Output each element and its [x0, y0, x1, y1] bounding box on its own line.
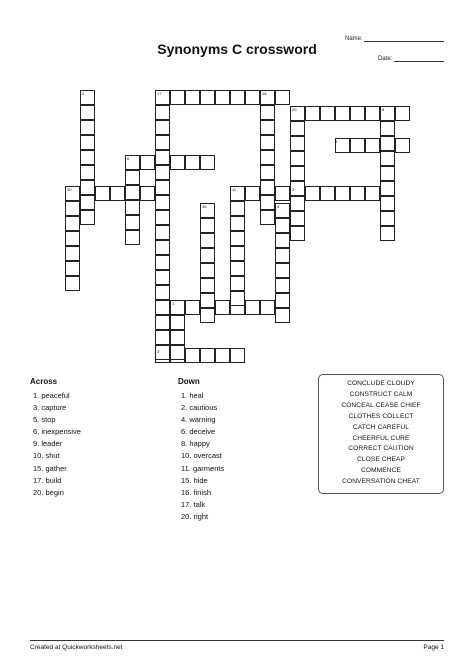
- crossword-cell[interactable]: [260, 105, 275, 120]
- crossword-cell[interactable]: [260, 195, 275, 210]
- down-clue: 15. hide: [181, 475, 208, 485]
- crossword-cell[interactable]: [380, 181, 395, 196]
- down-clue: 17. talk: [181, 499, 206, 509]
- clue-number-8: 8: [382, 107, 385, 112]
- crossword-cell[interactable]: [65, 216, 80, 231]
- word-bank-line: CONCLUDE CLOUDY: [347, 380, 415, 387]
- crossword-cell[interactable]: [155, 285, 170, 300]
- down-clue: 2. cautious: [181, 403, 218, 413]
- word-bank-line: CHEERFUL CURE: [352, 434, 410, 442]
- crossword-cell[interactable]: [155, 150, 170, 165]
- crossword-cell[interactable]: [185, 300, 200, 315]
- crossword-cell[interactable]: [380, 166, 395, 181]
- crossword-cell[interactable]: [275, 263, 290, 278]
- down-clue: 16. finish: [181, 487, 212, 497]
- word-bank-line: CATCH CAREFUL: [352, 423, 410, 431]
- crossword-cell[interactable]: [155, 210, 170, 225]
- crossword-cell[interactable]: [335, 106, 350, 121]
- crossword-cell[interactable]: [155, 195, 170, 210]
- crossword-cell[interactable]: [140, 155, 155, 170]
- footer-credit: Created at Quickworksheets.net: [30, 644, 123, 651]
- crossword-cell[interactable]: [80, 210, 95, 225]
- crossword-cell[interactable]: [380, 211, 395, 226]
- crossword-cell[interactable]: [245, 300, 260, 315]
- crossword-cell[interactable]: [200, 263, 215, 278]
- word-bank-line: CONVERSATION CHEAT: [342, 478, 420, 486]
- clue-number-2: 2: [82, 91, 85, 96]
- crossword-cell[interactable]: [155, 165, 170, 180]
- crossword-cell[interactable]: [155, 300, 170, 315]
- crossword-cell[interactable]: [230, 291, 245, 306]
- word-bank-line: CONCEAL CEASE CHIEF: [341, 401, 421, 409]
- crossword-cell[interactable]: [320, 186, 335, 201]
- crossword-cell[interactable]: [290, 166, 305, 181]
- crossword-cell[interactable]: [290, 136, 305, 151]
- crossword-cell[interactable]: [365, 186, 380, 201]
- crossword-cell[interactable]: [125, 230, 140, 245]
- crossword-cell[interactable]: [125, 170, 140, 185]
- crossword-cell[interactable]: [155, 270, 170, 285]
- crossword-cell[interactable]: [380, 121, 395, 136]
- crossword-cell[interactable]: [155, 120, 170, 135]
- date-label: Date:: [378, 56, 393, 62]
- crossword-cell[interactable]: [125, 215, 140, 230]
- crossword-cell[interactable]: [395, 138, 410, 153]
- down-clue: 10. overcast: [181, 451, 222, 461]
- clue-number-10: 10: [67, 187, 72, 192]
- crossword-cell[interactable]: [260, 135, 275, 150]
- across-clue: 20. begin: [33, 487, 64, 497]
- crossword-cell[interactable]: [65, 231, 80, 246]
- crossword-cell[interactable]: [185, 348, 200, 363]
- crossword-cell[interactable]: [200, 278, 215, 293]
- crossword-cell[interactable]: [65, 276, 80, 291]
- crossword-cell[interactable]: [80, 180, 95, 195]
- crossword-cell[interactable]: [335, 186, 350, 201]
- crossword-cell[interactable]: [110, 186, 125, 201]
- across-clue: 6. inexpensive: [33, 427, 81, 437]
- crossword-cell[interactable]: [380, 226, 395, 241]
- crossword-cell[interactable]: [155, 315, 170, 330]
- crossword-cell[interactable]: [290, 151, 305, 166]
- crossword-cell[interactable]: [155, 330, 170, 345]
- crossword-cell[interactable]: [200, 155, 215, 170]
- crossword-cell[interactable]: [380, 136, 395, 151]
- clue-number-11: 11: [232, 187, 237, 192]
- crossword-cell[interactable]: [290, 121, 305, 136]
- clue-number-18: 18: [262, 91, 267, 96]
- across-clue: 15. gather: [33, 463, 67, 473]
- crossword-cell[interactable]: [95, 186, 110, 201]
- page-title: Synonyms C crossword: [157, 41, 317, 57]
- crossword-cell[interactable]: [155, 105, 170, 120]
- crossword-cell[interactable]: [155, 240, 170, 255]
- crossword-cell[interactable]: [275, 186, 290, 201]
- crossword-cell[interactable]: [80, 150, 95, 165]
- crossword-cell[interactable]: [335, 138, 350, 153]
- crossword-cell[interactable]: [290, 196, 305, 211]
- crossword-cell[interactable]: [275, 248, 290, 263]
- word-bank-line: CONSTRUCT CALM: [349, 390, 413, 398]
- crossword-cell[interactable]: [365, 106, 380, 121]
- clue-number-17: 17: [157, 91, 162, 96]
- crossword-cell[interactable]: [200, 348, 215, 363]
- crossword-cell[interactable]: [200, 308, 215, 323]
- crossword-cell[interactable]: [350, 106, 365, 121]
- crossword-cell[interactable]: [275, 278, 290, 293]
- word-bank-line: CLOSE CHEAP: [356, 456, 405, 464]
- crossword-cell[interactable]: [80, 135, 95, 150]
- page-number: Page 1: [423, 644, 444, 651]
- crossword-cell[interactable]: [230, 246, 245, 261]
- crossword-cell[interactable]: [290, 226, 305, 241]
- crossword-cell[interactable]: [185, 90, 200, 105]
- clue-number-4: 4: [277, 204, 280, 209]
- down-clue: 4. warning: [181, 415, 216, 425]
- crossword-cell[interactable]: [305, 106, 320, 121]
- crossword-cell[interactable]: [200, 293, 215, 308]
- clue-number-3-lower: 3: [157, 349, 160, 354]
- crossword-cell[interactable]: [170, 90, 185, 105]
- clue-number-15: 15: [202, 204, 207, 209]
- crossword-cell[interactable]: [155, 255, 170, 270]
- crossword-cell[interactable]: [215, 300, 230, 315]
- crossword-cell[interactable]: [380, 196, 395, 211]
- word-bank-line: CLOTHES COLLECT: [348, 412, 414, 420]
- crossword-cell[interactable]: [80, 120, 95, 135]
- crossword-cell[interactable]: [185, 155, 200, 170]
- down-clue-list: [181, 390, 224, 523]
- across-clue: 3. capture: [33, 403, 67, 413]
- crossword-cell[interactable]: [260, 300, 275, 315]
- crossword-cell[interactable]: [230, 276, 245, 291]
- across-clue: 9. leader: [33, 439, 63, 449]
- crossword-cell[interactable]: [350, 186, 365, 201]
- across-clue: 17. build: [33, 475, 62, 485]
- across-clue: 1. peaceful: [33, 391, 70, 400]
- crossword-cell[interactable]: [275, 308, 290, 323]
- crossword-cell[interactable]: [275, 233, 290, 248]
- crossword-cell[interactable]: [65, 261, 80, 276]
- crossword-cell[interactable]: [170, 345, 185, 360]
- crossword-cell[interactable]: [200, 218, 215, 233]
- crossword-cell[interactable]: [230, 261, 245, 276]
- crossword-cell[interactable]: [230, 231, 245, 246]
- crossword-cell[interactable]: [140, 186, 155, 201]
- clue-number-20: 20: [292, 107, 297, 112]
- crossword-cell[interactable]: [260, 210, 275, 225]
- crossword-cell[interactable]: [320, 106, 335, 121]
- crossword-cell[interactable]: [290, 211, 305, 226]
- clue-number-9: 9: [335, 139, 338, 144]
- crossword-cell[interactable]: [200, 233, 215, 248]
- down-clue: 8. happy: [181, 439, 210, 449]
- down-heading: Down: [178, 377, 200, 386]
- crossword-cell[interactable]: [275, 90, 290, 105]
- down-clue: 20. right: [181, 511, 209, 521]
- crossword-cell[interactable]: [230, 201, 245, 216]
- crossword-cell[interactable]: [275, 218, 290, 233]
- crossword-cell[interactable]: [395, 106, 410, 121]
- crossword-cell[interactable]: [80, 195, 95, 210]
- crossword-cell[interactable]: [170, 155, 185, 170]
- crossword-cell[interactable]: [230, 90, 245, 105]
- crossword-cell[interactable]: [230, 348, 245, 363]
- word-bank-line: COMMENCE: [361, 467, 401, 475]
- name-label: Name:: [345, 36, 363, 42]
- crossword-cell[interactable]: [200, 248, 215, 263]
- crossword-cell[interactable]: [215, 348, 230, 363]
- crossword-cell[interactable]: [245, 186, 260, 201]
- down-clue: 1. heal: [181, 391, 204, 400]
- crossword-cell[interactable]: [230, 216, 245, 231]
- crossword-cell[interactable]: [260, 120, 275, 135]
- crossword-cell[interactable]: [125, 185, 140, 200]
- crossword-cell[interactable]: [200, 90, 215, 105]
- crossword-cell[interactable]: [155, 135, 170, 150]
- crossword-cell[interactable]: [155, 225, 170, 240]
- across-clue-list: [33, 390, 81, 499]
- crossword-cell[interactable]: [260, 165, 275, 180]
- crossword-cell[interactable]: [245, 90, 260, 105]
- word-bank: [318, 374, 444, 494]
- crossword-cell[interactable]: [65, 246, 80, 261]
- crossword-cell[interactable]: [80, 165, 95, 180]
- crossword-cell[interactable]: [155, 180, 170, 195]
- word-bank-line: CORRECT CAUTION: [348, 445, 414, 453]
- crossword-cell[interactable]: [260, 150, 275, 165]
- crossword-cell[interactable]: [170, 330, 185, 345]
- crossword-cell[interactable]: [365, 138, 380, 153]
- across-clue: 10. shut: [33, 451, 60, 461]
- crossword-cell[interactable]: [380, 151, 395, 166]
- crossword-cell[interactable]: [125, 200, 140, 215]
- crossword-cell[interactable]: [215, 90, 230, 105]
- down-clue: 6. deceive: [181, 427, 216, 437]
- crossword-cell[interactable]: [305, 186, 320, 201]
- crossword-cell[interactable]: [350, 138, 365, 153]
- crossword-cell[interactable]: [275, 293, 290, 308]
- clue-number-1: 1: [172, 301, 175, 306]
- down-clue: 11. garments: [181, 463, 225, 473]
- crossword-cell[interactable]: [170, 315, 185, 330]
- across-clue: 5. stop: [33, 415, 56, 425]
- footer-divider: [30, 640, 444, 641]
- clue-number-6: 6: [127, 156, 130, 161]
- clue-number-3: 3: [292, 187, 295, 192]
- across-heading: Across: [30, 377, 58, 386]
- crossword-cell[interactable]: [65, 201, 80, 216]
- crossword-cell[interactable]: [80, 105, 95, 120]
- crossword-cell[interactable]: [260, 180, 275, 195]
